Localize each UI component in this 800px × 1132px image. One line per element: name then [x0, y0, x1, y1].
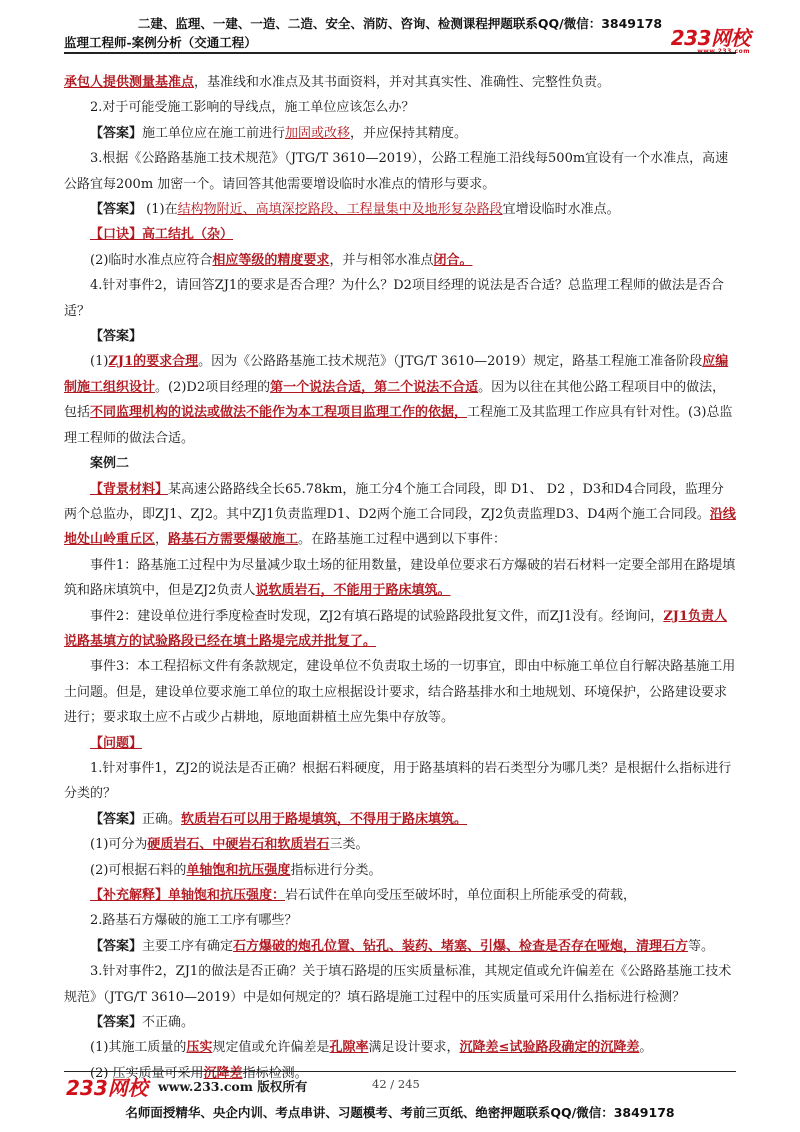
emphasis: 压实	[186, 1040, 213, 1056]
answer-label: 【答案】	[90, 125, 143, 141]
answer-label: 【答案】	[90, 938, 143, 954]
text: (1)在	[146, 202, 178, 218]
page-content	[64, 70, 736, 1086]
emphasis: 闭合。	[433, 252, 473, 268]
event-2	[64, 604, 736, 655]
question: 2.路基石方爆破的施工工序有哪些？	[90, 913, 298, 929]
answer	[64, 832, 736, 857]
questions-heading	[64, 731, 736, 756]
text: 宜增设临时水准点。	[502, 202, 620, 218]
question: 4.针对事件2，请回答ZJ1的要求是否合理？为什么？D2项目经理的说法是否合适？总监理工程师的做法是否合适？	[64, 278, 724, 319]
answer	[64, 1010, 736, 1035]
text: 正确。	[142, 811, 182, 827]
section-title: 案例二	[90, 456, 130, 472]
text: ，并应保持其精度。	[350, 125, 468, 141]
text: 主要工序有确定	[142, 938, 234, 954]
text: 。在路基施工过程中遇到以下事件：	[298, 532, 507, 548]
background-label: 【背景材料】	[90, 481, 169, 497]
emphasis: 相应等级的精度要求	[212, 252, 330, 268]
emphasis: 说软质岩石，不能用于路床填筑。	[255, 583, 451, 599]
answer	[64, 807, 736, 832]
text: (2)可根据石料的	[90, 862, 187, 878]
footer-banner: 名师面授精华、央企内训、考点串讲、习题模考、考前三页纸、绝密押题联系QQ/微信：3849178	[125, 1105, 675, 1120]
emphasis: 结构物附近、高填深挖路段、工程量集中及地形复杂路段	[177, 202, 503, 218]
answer	[64, 197, 736, 222]
text: 事件1：路基施工过程中为尽量减少取土场的征用数量，建设单位要求石方爆破的岩石材料一定要全部用在路堤填筑和路床填筑中，但是ZJ2负责人	[64, 557, 736, 599]
text: 不正确。	[142, 1015, 195, 1031]
text: 。因为《公路路基施工技术规范》（JTG/T 3610—2019）规定，路基工程施工准备阶段	[198, 354, 703, 370]
header-banner: 二建、监理、一建、一造、二造、安全、消防、咨询、检测课程押题联系QQ/微信：3849178	[137, 16, 663, 31]
text: 施工单位应在施工前进行	[142, 125, 286, 141]
answer	[64, 934, 736, 959]
emphasis: ZJ1负责人说路基填方的试验路段已经在填土路堤完成并批复了。	[64, 608, 727, 649]
emphasis: 加固或改移	[285, 125, 351, 141]
answer-label: 【答案】	[90, 811, 143, 827]
emphasis: 路基石方需要爆破施工	[168, 532, 299, 548]
emphasis: 应编制施工组织设计	[64, 354, 729, 395]
answer	[64, 858, 736, 883]
text: ，基准线和水准点及其书面资料，并对其真实性、准确性、完整性负责。	[194, 75, 611, 90]
text: 事件2：建设单位进行季度检查时发现，ZJ2有填石路堤的试验路段批复文件，而ZJ1没有。经询问，	[90, 608, 664, 624]
paragraph	[64, 70, 736, 95]
answer	[64, 248, 736, 273]
logo-url: www.233.com	[697, 48, 750, 55]
text: 等。	[688, 938, 715, 954]
supplement	[64, 883, 736, 908]
logo-header	[671, 22, 750, 55]
background	[64, 477, 736, 553]
text: 指标检测。	[242, 1065, 308, 1081]
mnemonic-text: 高工结扎（杂）	[142, 227, 234, 243]
logo-footer: 233网校	[66, 1076, 148, 1100]
emphasis: 承包人提供测量基准点	[64, 75, 195, 90]
answer-label: 【答案】	[90, 329, 143, 345]
emphasis: 沿线地处山岭重丘区	[64, 506, 736, 548]
emphasis: 沉降差	[203, 1065, 243, 1081]
logo-text: 233网校	[670, 26, 750, 50]
supplement-label: 【补充解释】	[90, 888, 169, 903]
emphasis: 硬质岩石、中硬岩石和软质岩石	[147, 837, 330, 853]
text: 。	[639, 1040, 653, 1056]
question: 3.根据《公路路基施工技术规范》（JTG/T 3610—2019），公路工程施工沿线每500m宜设有一个水准点，高速公路宜每200m 加密一个。请回答其他需要增设临时水准点的情形与要求。	[64, 151, 729, 192]
text: 工程施工及其监理工作应具有针对性。(3)总监理工程师的做法合适。	[64, 405, 733, 446]
question: 1.针对事件1，ZJ2的说法是否正确？根据石料硬度，用于路基填料的岩石类型分为哪几类？是根据什么指标进行分类的？	[64, 760, 732, 802]
text: 某高速公路路线全长65.78km，施工分4个施工合同段，即 D1、 D2 ，D3和D4合同段，监理分两个总监办，即ZJ1、ZJ2。其中ZJ1负责监理D1、D2两个施工合同段，ZJ2负责监理D3、D4两个施工合同段。	[64, 481, 724, 522]
mnemonic-label: 【口诀】	[90, 227, 143, 243]
answer-label: 【答案】	[90, 1015, 143, 1031]
text: (2)临时水准点应符合	[90, 252, 213, 268]
document-subtitle: 监理工程师-案例分析（交通工程）	[64, 35, 257, 50]
emphasis: ZJ1的要求合理	[108, 354, 199, 370]
text: ，	[155, 532, 169, 548]
text: 岩石试件在单向受压至破坏时，单位面积上所能承受的荷载，	[285, 888, 637, 903]
emphasis: 软质岩石可以用于路堤填筑，不得用于路床填筑。	[181, 811, 468, 827]
text: 满足设计要求，	[368, 1040, 460, 1056]
questions-label: 【问题】	[90, 735, 143, 751]
text: 三类。	[329, 837, 369, 853]
answer-label-line	[64, 324, 736, 349]
text: 指标进行分类。	[290, 862, 382, 878]
text: (1)可分为	[90, 837, 148, 853]
question: 2.对于可能受施工影响的导线点，施工单位应该怎么办？	[90, 100, 415, 116]
answer-label: 【答案】	[90, 202, 143, 218]
text: 。(2)D2项目经理的	[155, 379, 271, 395]
answer	[64, 349, 736, 451]
text: (2) 压实质量可采用	[90, 1065, 204, 1081]
text: 规定值或允许偏差是	[212, 1040, 330, 1056]
question: 3.针对事件2，ZJ1的做法是否正确？关于填石路堤的压实质量标准，其规定值或允许偏差在《公路路基施工技术规范》（JTG/T 3610—2019）中是如何规定的？填石路堤施工过程中的压实质量可采用什么指标进行检测？	[64, 964, 732, 1005]
emphasis: 孔隙率	[329, 1040, 369, 1056]
supplement-term: 单轴饱和抗压强度：	[168, 888, 286, 903]
text: 。因为以往在其他公路工程项目中的做法，包括	[64, 379, 726, 421]
text: (1)	[90, 354, 109, 370]
event-1	[64, 553, 736, 604]
emphasis: 第一个说法合适，第二个说法不合适	[270, 379, 479, 395]
emphasis: 不同监理机构的说法或做法不能作为本工程项目监理工作的依据，	[90, 405, 468, 421]
header-divider	[64, 52, 736, 54]
text: ，并与相邻水准点	[329, 252, 434, 268]
emphasis: 石方爆破的炮孔位置、钻孔、装药、堵塞、引爆、检查是否存在哑炮，清理石方	[233, 938, 689, 954]
answer	[64, 121, 736, 146]
answer	[64, 1035, 736, 1060]
emphasis: 单轴饱和抗压强度	[186, 862, 291, 878]
footer-copyright: www.233.com 版权所有	[158, 1079, 308, 1094]
emphasis: 沉降差≤试验路段确定的沉降差	[459, 1040, 640, 1056]
page-number: 42 / 245	[372, 1077, 420, 1091]
mnemonic	[64, 222, 736, 247]
text: (1)其施工质量的	[90, 1040, 187, 1056]
event-3: 事件3：本工程招标文件有条款规定，建设单位不负责取土场的一切事宜，即由中标施工单位自行解决路基施工用土问题。但是，建设单位要求施工单位的取土应根据设计要求，结合路基排水和土地规划、环境保护，公路建设要求进行；要求取土应不占或少占耕地，原地面耕植土应先集中存放等。	[64, 659, 736, 726]
footer-divider	[64, 1071, 736, 1072]
